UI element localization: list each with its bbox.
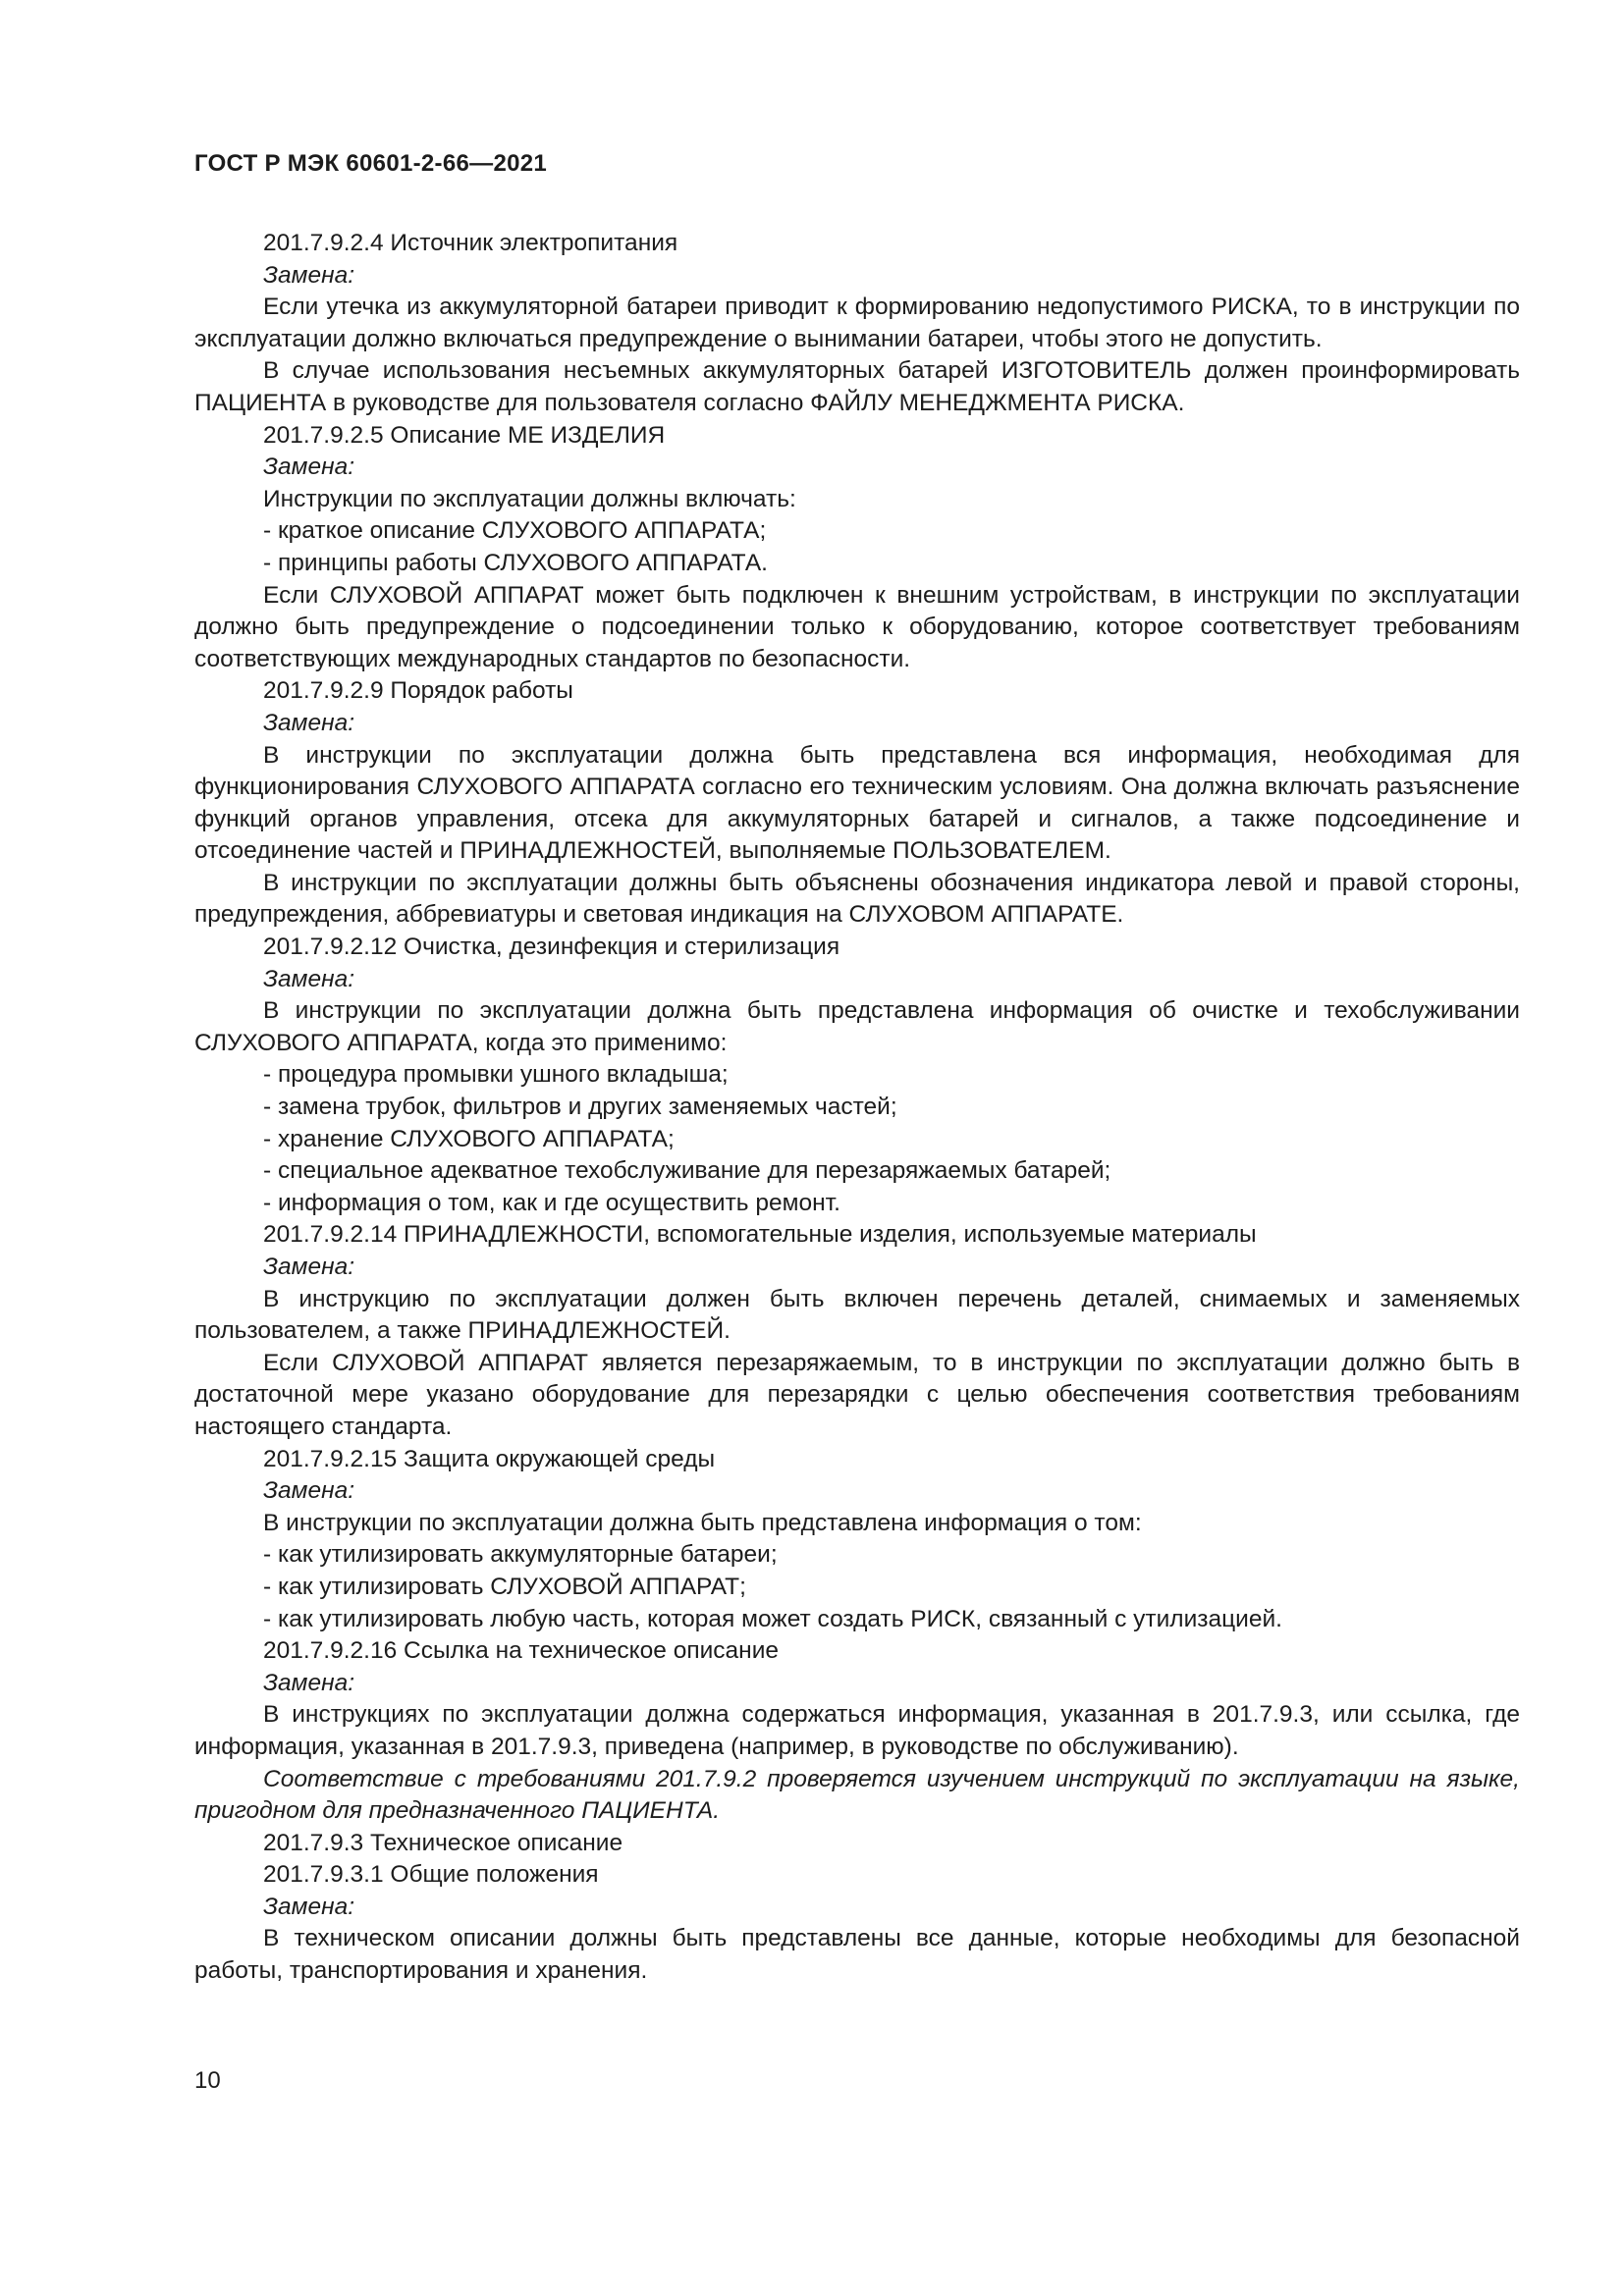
italic-paragraph: Соответствие с требованиями 201.7.9.2 проверяется изучением инструкций по эксплуатации на языке, пригодном для предназначенного ПАЦИЕНТА.: [194, 1765, 1520, 1825]
italic-paragraph: Замена:: [263, 1254, 354, 1280]
italic-paragraph: Замена:: [263, 261, 354, 289]
paragraph: 201.7.9.2.5 Описание МЕ ИЗДЕЛИЯ: [263, 421, 666, 449]
paragraph: 201.7.9.2.15 Защита окружающей среды: [263, 1445, 716, 1472]
italic-paragraph: Замена:: [263, 1669, 354, 1696]
paragraph: - хранение СЛУХОВОГО АППАРАТА;: [263, 1125, 675, 1152]
italic-paragraph: Замена:: [263, 965, 354, 992]
page-header-standard-code: ГОСТ Р МЭК 60601-2-66—2021: [194, 150, 548, 177]
paragraph: Инструкции по эксплуатации должны включать:: [263, 485, 796, 512]
paragraph: 201.7.9.2.16 Ссылка на техническое описание: [263, 1637, 780, 1665]
document-body: [194, 228, 1520, 1988]
italic-paragraph: Замена:: [263, 1477, 354, 1505]
paragraph: В инструкции по эксплуатации должна быть представлена информация об очистке и техобслуживании СЛУХОВОГО АППАРАТА, когда это применимо:: [194, 997, 1520, 1056]
paragraph: - замена трубок, фильтров и других заменяемых частей;: [263, 1094, 897, 1121]
italic-paragraph: Замена:: [263, 709, 354, 736]
paragraph: - процедура промывки ушного вкладыша;: [263, 1061, 729, 1089]
paragraph: В инструкции по эксплуатации должна быть представлена вся информация, необходимая для функционирования СЛУХОВОГО АППАРАТА согласно его техническим условиям. Она должна включать разъяснение функций органов управления, отсека для аккумуляторных батарей и сигналов, а также подсоединение и отсоединение частей и ПРИНАДЛЕЖНОСТЕЙ, выполняемые ПОЛЬЗОВАТЕЛЕМ.: [194, 741, 1520, 865]
paragraph: В случае использования несъемных аккумуляторных батарей ИЗГОТОВИТЕЛЬ должен проинформировать ПАЦИЕНТА в руководстве для пользователя согласно ФАЙЛУ МЕНЕДЖМЕНТА РИСКА.: [194, 357, 1520, 416]
paragraph: В техническом описании должны быть представлены все данные, которые необходимы для безопасной работы, транспортирования и хранения.: [194, 1925, 1520, 1985]
page-number: 10: [194, 2067, 221, 2094]
paragraph: 201.7.9.2.12 Очистка, дезинфекция и стерилизация: [263, 934, 840, 961]
paragraph: - принципы работы СЛУХОВОГО АППАРАТА.: [263, 549, 768, 576]
paragraph: В инструкции по эксплуатации должна быть представлена информация о том:: [263, 1509, 1142, 1536]
paragraph: 201.7.9.3.1 Общие положения: [263, 1861, 599, 1889]
paragraph: 201.7.9.2.14 ПРИНАДЛЕЖНОСТИ, вспомогательные изделия, используемые материалы: [263, 1221, 1257, 1249]
paragraph: В инструкции по эксплуатации должны быть объяснены обозначения индикатора левой и правой стороны, предупреждения, аббревиатуры и световая индикация на СЛУХОВОМ АППАРАТЕ.: [194, 869, 1520, 929]
paragraph: Если СЛУХОВОЙ АППАРАТ является перезаряжаемым, то в инструкции по эксплуатации должно быть в достаточной мере указано оборудование для перезарядки с целью обеспечения соответствия требованиям настоящего стандарта.: [194, 1349, 1520, 1440]
paragraph: Если утечка из аккумуляторной батареи приводит к формированию недопустимого РИСКА, то в инструкции по эксплуатации должно включаться предупреждение о вынимании батареи, чтобы этого не допустить.: [194, 294, 1520, 352]
paragraph: - как утилизировать аккумуляторные батареи;: [263, 1541, 778, 1569]
paragraph: - как утилизировать СЛУХОВОЙ АППАРАТ;: [263, 1573, 746, 1600]
paragraph: - специальное адекватное техобслуживание для перезаряжаемых батарей;: [263, 1157, 1111, 1185]
paragraph: 201.7.9.2.9 Порядок работы: [263, 677, 573, 705]
paragraph: - краткое описание СЛУХОВОГО АППАРАТА;: [263, 517, 767, 545]
italic-paragraph: Замена:: [263, 454, 354, 481]
paragraph: В инструкциях по эксплуатации должна содержаться информация, указанная в 201.7.9.3, или ссылка, где информация, указанная в 201.7.9.3, приведена (например, в руководстве по обслуживанию).: [194, 1701, 1520, 1760]
paragraph: 201.7.9.3 Техническое описание: [263, 1829, 623, 1856]
paragraph: В инструкцию по эксплуатации должен быть включен перечень деталей, снимаемых и заменяемых пользователем, а также ПРИНАДЛЕЖНОСТЕЙ.: [194, 1285, 1520, 1345]
paragraph: Если СЛУХОВОЙ АППАРАТ может быть подключен к внешним устройствам, в инструкции по эксплуатации должно быть предупреждение о подсоединении только к оборудованию, которое соответствует требованиям соответствующих международных стандартов по безопасности.: [194, 581, 1520, 672]
paragraph: 201.7.9.2.4 Источник электропитания: [263, 230, 678, 256]
paragraph: - как утилизировать любую часть, которая может создать РИСК, связанный с утилизацией.: [263, 1605, 1282, 1632]
italic-paragraph: Замена:: [263, 1893, 354, 1920]
paragraph: - информация о том, как и где осуществить ремонт.: [263, 1189, 840, 1216]
